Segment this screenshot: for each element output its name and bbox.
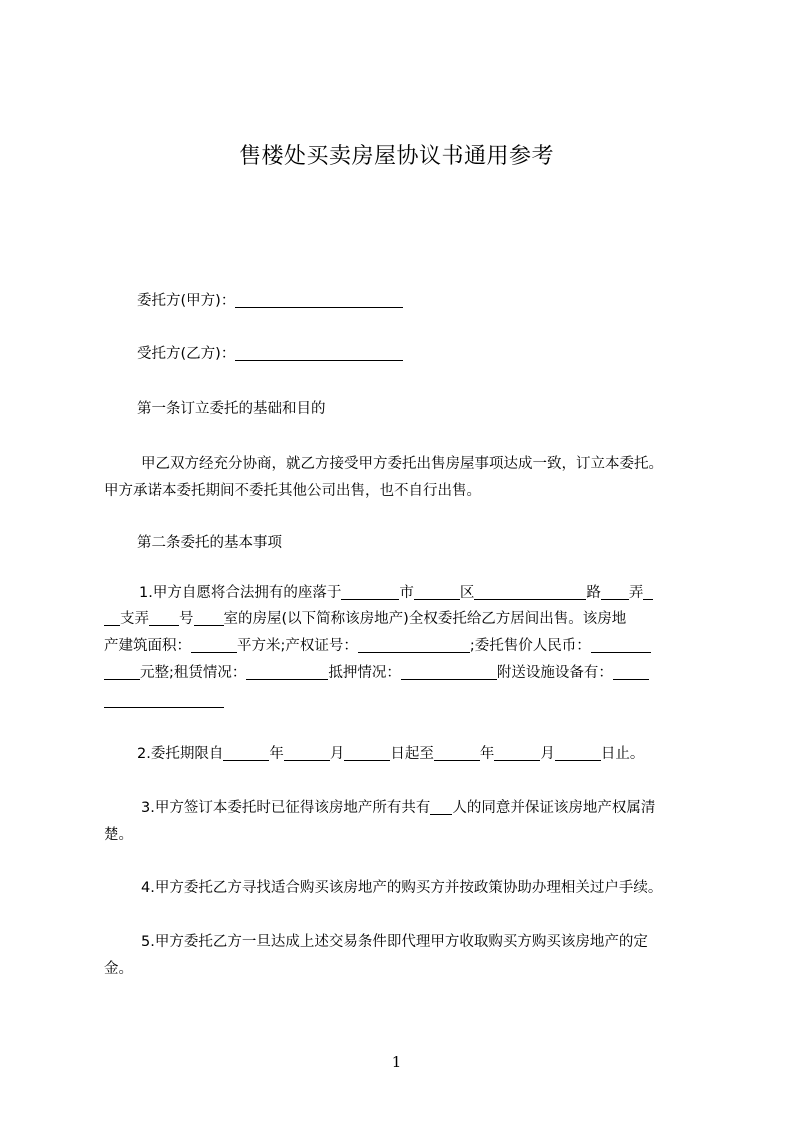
item1-text: 弄: [628, 585, 644, 601]
item1-text: 路: [586, 585, 601, 601]
area-blank: [191, 636, 237, 653]
party-a-blank: [235, 291, 403, 308]
certificate-blank: [358, 636, 470, 653]
price-blank-start: [591, 636, 651, 653]
item1-text: 产建筑面积：: [104, 638, 191, 654]
item1-text: 号: [179, 611, 194, 627]
item1-line2: [104, 608, 626, 630]
co-owner-blank: [430, 798, 452, 815]
item1-text: 1.甲方自愿将合法拥有的座落于: [139, 585, 342, 601]
item1-line4: [104, 662, 649, 684]
price-blank-end: [104, 663, 140, 680]
party-b-line: [137, 343, 403, 365]
district-blank: [414, 583, 460, 600]
item1-line5: [104, 690, 224, 712]
page-number: 1: [391, 1053, 402, 1071]
article1-text-line1: 甲乙双方经充分协商，就乙方接受甲方委托出售房屋事项达成一致，订立本委托。: [141, 456, 663, 472]
end-day-blank: [555, 744, 601, 761]
item1-text: 区: [459, 585, 475, 601]
start-month-blank: [284, 744, 330, 761]
end-month-blank: [494, 744, 540, 761]
party-b-blank: [235, 344, 403, 361]
room-blank: [194, 609, 224, 626]
article2-heading: 第二条委托的基本事项: [137, 535, 282, 551]
lease-blank: [246, 663, 328, 680]
item1-text: 抵押情况：: [328, 665, 401, 681]
party-a-line: [137, 290, 403, 312]
item4-line: 4.甲方委托乙方寻找适合购买该房地产的购买方并按政策协助办理相关过户手续。: [141, 880, 663, 896]
item1-text: 平方米;产权证号：: [237, 638, 358, 654]
item5-line2: 金。: [104, 961, 133, 977]
item1-text: ;委托售价人民币：: [469, 638, 591, 654]
item5-line1: 5.甲方委托乙方一旦达成上述交易条件即代理甲方收取购买方购买该房地产的定: [141, 934, 648, 950]
article1-heading: 第一条订立委托的基础和目的: [137, 401, 326, 417]
item3-text: 人的同意并保证该房地产权属清: [452, 800, 656, 816]
item2-text: 年: [479, 746, 495, 762]
road-blank: [474, 583, 586, 600]
item1-text: 市: [399, 585, 414, 601]
number-blank: [149, 609, 179, 626]
item1-text: 附送设施设备有：: [496, 665, 613, 681]
item3-line1: [141, 797, 655, 819]
party-b-label: 受托方(乙方)：: [137, 346, 236, 362]
item3-line2: 楚。: [104, 827, 133, 843]
item2-text: 2.委托期限自: [137, 746, 224, 762]
item1-line3: [104, 635, 651, 657]
party-a-label: 委托方(甲方)：: [137, 293, 236, 309]
equipment-blank-start: [613, 663, 649, 680]
lane-blank: [601, 583, 629, 600]
mortgage-blank: [401, 663, 497, 680]
item2-text: 年: [269, 746, 284, 762]
item2-text: 月: [329, 746, 345, 762]
item2-line: [137, 743, 644, 765]
item1-text: 元整;租赁情况：: [140, 665, 247, 681]
item1-text: 支弄: [120, 611, 149, 627]
item3-text: 3.甲方签订本委托时已征得该房地产所有共有: [141, 800, 431, 816]
sublane-blank-start: [643, 583, 653, 600]
city-blank: [341, 583, 399, 600]
article1-text-line2: 甲方承诺本委托期间不委托其他公司出售，也不自行出售。: [104, 483, 481, 499]
equipment-blank-end: [104, 691, 224, 708]
end-year-blank: [434, 744, 480, 761]
item1-text: 室的房屋(以下简称该房地产)全权委托给乙方居间出售。该房地: [223, 611, 627, 627]
item1-line1: [139, 582, 653, 604]
item2-text: 日起至: [390, 746, 434, 762]
start-day-blank: [344, 744, 390, 761]
start-year-blank: [223, 744, 269, 761]
sublane-blank-end: [104, 609, 120, 626]
item2-text: 月: [540, 746, 555, 762]
document-title: 售楼处买卖房屋协议书通用参考: [238, 144, 554, 169]
item2-text: 日止。: [600, 746, 645, 762]
